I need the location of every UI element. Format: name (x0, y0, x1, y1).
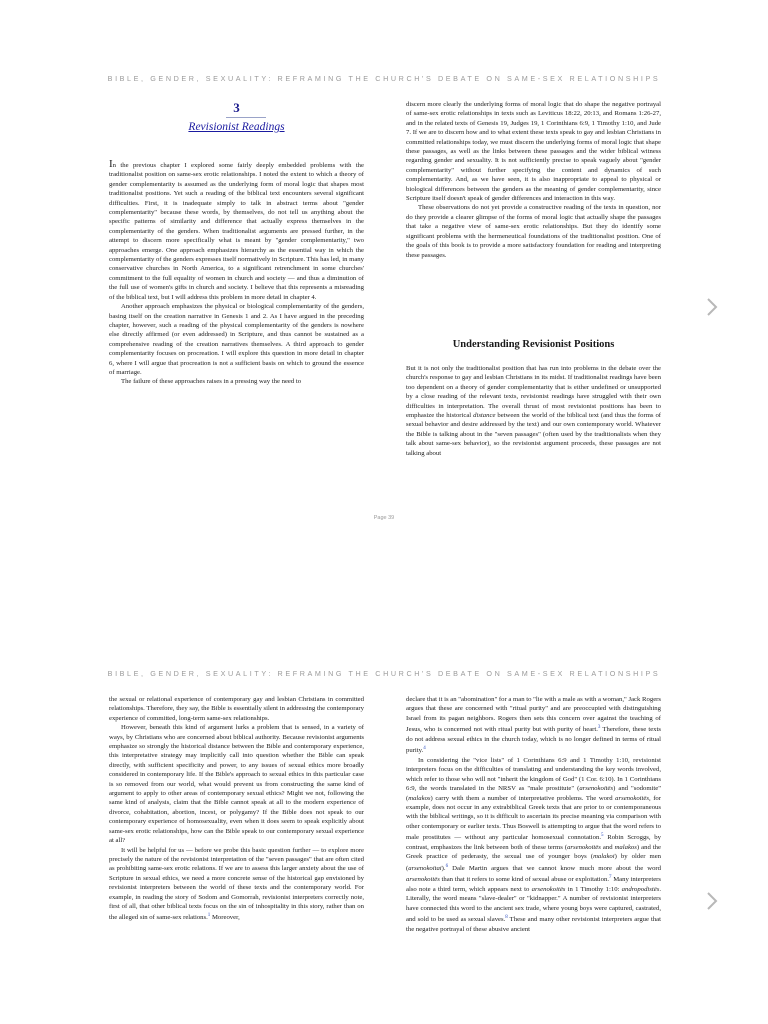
footnote-link[interactable]: 1 (207, 913, 211, 919)
paragraph: the sexual or relational experience of contemporary gay and lesbian Christians in committed relationships. Therefore, they say, the Bible is essentially silent in addressing the contemporary experience of committed, long-term same-sex relationships. (109, 696, 364, 722)
right-column (406, 100, 661, 260)
paragraph: The failure of these approaches raises in a pressing way the need to (121, 378, 302, 386)
right-column-lower (406, 364, 661, 458)
paragraph: It will be helpful for us — before we probe this basic question further — to explore more precisely the nature of the revisionist interpretation of the "seven passages" that are often cited as prohibiting same-sex erotic relations. If we are to assess this larger anxiety about the use of Scripture in sexual ethics, we need a more concrete sense of the historical gap envisioned by revisionist interpreters between the world of these texts and the contemporary world. For example, in reading the story of Sodom and Gomorrah, revisionist interpreters correctly note, first of all, that other biblical texts focus on the sin of inhospitality in this story, rather than on the alleged sin of same-sex relations.$^1$ Moreover, (109, 846, 364, 922)
chapter-number: 3 (233, 100, 240, 115)
left-column (109, 160, 364, 387)
paragraph: However, beneath this kind of argument lurks a problem that is sensed, in a variety of ways, by Christians who are concerned about biblical authority. Because revisionist arguments emphasize so strongly the historical distance between the Bible and contemporary experience, this interpretative strategy may implicitly call into question whether the Bible can speak directly, with sufficient specificity and power, to any issues of sexual ethics more broadly considered in contemporary life. If the Bible's approach to sexual ethics in this particular case is so removed from our world, what would prevent us from constructing the same kind of argument to apply to other areas of contemporary sexual ethics? Might we not, following the same kind of analysis, claim that the Bible cannot speak at all to the modern experience of divorce, cohabitation, abortion, incest, or polygamy? If the Bible does not speak to our contemporary experience of homosexuality, even when it does seem to speak explicitly about same-sex erotic relationships, how can the Bible speak to our contemporary sexual experience at all? (109, 724, 364, 845)
paragraph: discern more clearly the underlying forms of moral logic that do shape the negative portrayal of same-sex erotic relationships in texts such as Leviticus 18:22, 20:13, and Romans 1:26-27, and in the related texts of Genesis 19, Judges 19, 1 Corinthians 6:9, 1 Timothy 1:10, and Jude 7. If we are to discern how and to what extent these texts speak to gay and lesbian Christians in committed relationships today, we must discern the underlying forms of moral logic that shape these passages, as well as the links between these passages and the wider biblical witness regarding gender and sexuality. It is not sufficiently precise to speak vaguely about "gender complementarity" without further specifying the content and dynamics of such complementarity. And, as we have seen, it is also inappropriate to appeal to physical or biological differences between the genders as the meaning of gender complementarity, since Scripture itself doesn't speak of gender differences and interaction in this way. (406, 101, 661, 203)
paragraph: Another approach emphasizes the physical or biological complementarity of the genders, basing itself on the creation narrative in Genesis 1 and 2. As I have argued in the preceding chapter, however, such a reading of the physical complementarity of the genders is nowhere else directly affirmed (or even addressed) in Scripture, and thus cannot be sustained as a comprehensive reading of the creation narratives themselves. A third approach to gender complementarity focuses on procreation. I will explore this question in more detail in chapter 6, where I will argue that procreation is not a sufficient basis on which to ground the essence of marriage. (109, 303, 364, 376)
paragraph: In considering the "vice lists" of 1 Corinthians 6:9 and 1 Timothy 1:10, revisionist interpreters focus on the difficulties of translating and understanding the key words involved, which refer to those who will not "inherit the kingdom of God" (1 Cor. 6:10). In 1 Corinthians 6:9, the words translated in the NRSV as "male prostitute" (arsenokoitēs) and "sodomite" (malakos) carry with them a number of interpretative problems. The word arsenokoitēs, for example, does not occur in any extrabiblical Greek texts that are prior to or contemporaneous with the biblical writings, so it is difficult to ascertain its precise meaning via comparison with other contemporary or earlier texts. Thus Boswell is attempting to argue that the word refers to male prostitutes — without any particular homosexual connotation.$^5$ Robin Scroggs, by contrast, emphasizes the link between both of these terms (arsenokoitēs and malakos) and the Greek practice of pederasty, the sexual use of younger boys (malakoi) by older men (arsenokoitai).$^6$ Dale Martin argues that we cannot know much more about the word arsenokoitēs than that it refers to some kind of sexual abuse or exploitation.$^7$ Many interpreters also note a third term, which appears next to arsenokoitēs in 1 Timothy 1:10: andropodistēs. Literally, the word means "slave-dealer" or "kidnapper." A number of revisionist interpreters have connected this word to the ancient sex trade, where young boys were captured, castrated, and sold to be used as sexual slaves.$^8$ These and many other revisionist interpreters argue that the negative portrayal of these abusive ancient (406, 756, 662, 933)
right-column (406, 695, 661, 934)
footnote-link[interactable]: 8 (505, 915, 508, 921)
footnote-link[interactable]: 4 (423, 746, 426, 752)
running-header: BIBLE, GENDER, SEXUALITY: REFRAMING THE CHURCH'S DEBATE ON SAME-SEX RELATIONSHIPS (107, 74, 661, 83)
next-page-button[interactable] (705, 297, 719, 317)
chevron-right-icon (705, 891, 719, 911)
chapter-rule (226, 117, 266, 118)
left-column (109, 695, 364, 923)
paragraph: But it is not only the traditionalist position that has run into problems in the debate over the church's response to gay and lesbian Christians in its midst. If traditionalist readings have been too dependent on a theory of gender complementarity that is either undefined or unsupported by a close reading of the relevant texts, revisionist readings have struggled with their own difficulties in interpretation. The overall thrust of most revisionist positions has been to emphasize the historical distance between the world of the biblical text (and thus the forms of sexual behavior and desire addressed by the text) and our own contemporary world. Whatever the Bible is talking about in the "seven passages" (often used by the traditionalists when they talk about same-sex behavior), so the revisionist argument proceeds, these passages are not talking about (406, 365, 662, 457)
footnote-link[interactable]: 6 (445, 863, 449, 869)
footnote-link[interactable]: 7 (609, 875, 612, 881)
paragraph: These observations do not yet provide a constructive reading of the texts in question, nor do they provide a clearer glimpse of the forms of moral logic that actually shape the passages that take a negative view of same-sex erotic relationships. But they do identify some significant problems with the hermeneutical foundations of the traditionalist position. One of the goals of this book is to provide a more satisfactory foundation for reading and interpreting these passages. (406, 204, 661, 259)
next-page-button[interactable] (705, 891, 719, 911)
paragraph: In the previous chapter I explored some fairly deeply embedded problems with the traditionalist position on same-sex erotic relationships. I noted the extent to which a theory of gender complementarity is assumed as the underlying form of moral logic that shapes most traditionalist positions. Yet such a reading of the biblical text encounters several significant difficulties. First, it is inadequate simply to talk in abstract terms about "gender complementarity" because these words, by themselves, do not tell us anything about the specific patterns of similarity and difference that actually express themselves in the complementarity of the genders. When traditionalist arguments are pressed further, in the attempt to discern more specifically what is meant by "gender complementarity," two approaches emerge. One approach emphasizes hierarchy as the essential way in which the complementarity of the genders expresses itself normatively in Scripture. This has led, in many conservative churches in North America, to a significant retrenchment in some churches' commitment to the full equality of women in church and society — and thus a diminution of the full use of women's gifts in church and society. I believe that this represents a misreading of the biblical text, but I will address this problem in more detail in chapter 4. (109, 158, 364, 301)
chevron-right-icon (705, 297, 719, 317)
footnote-link[interactable]: 3 (597, 725, 601, 731)
drop-cap: I (109, 158, 113, 170)
paragraph: declare that it is an "abomination" for a man to "lie with a male as with a woman," Jack Rogers argues that these are concerned with "ritual purity" and are preoccupied with distinguishing Israel from its pagan neighbors. Rogers then sets this concern over against the teaching of Jesus, who is concerned not with ritual purity but with purity of heart.$^3$ Therefore, these texts do not address sexual ethics in the church today, which is no longer defined in terms of ritual purity.$^4$ (406, 696, 661, 755)
section-heading: Understanding Revisionist Positions (452, 339, 615, 350)
footnote-link[interactable]: 5 (601, 833, 604, 839)
running-header: BIBLE, GENDER, SEXUALITY: REFRAMING THE CHURCH'S DEBATE ON SAME-SEX RELATIONSHIPS (107, 669, 661, 678)
chapter-title-link[interactable]: Revisionist Readings (188, 121, 285, 133)
book-page-40 (0, 655, 768, 1024)
page-number: Page 39 (373, 515, 395, 521)
